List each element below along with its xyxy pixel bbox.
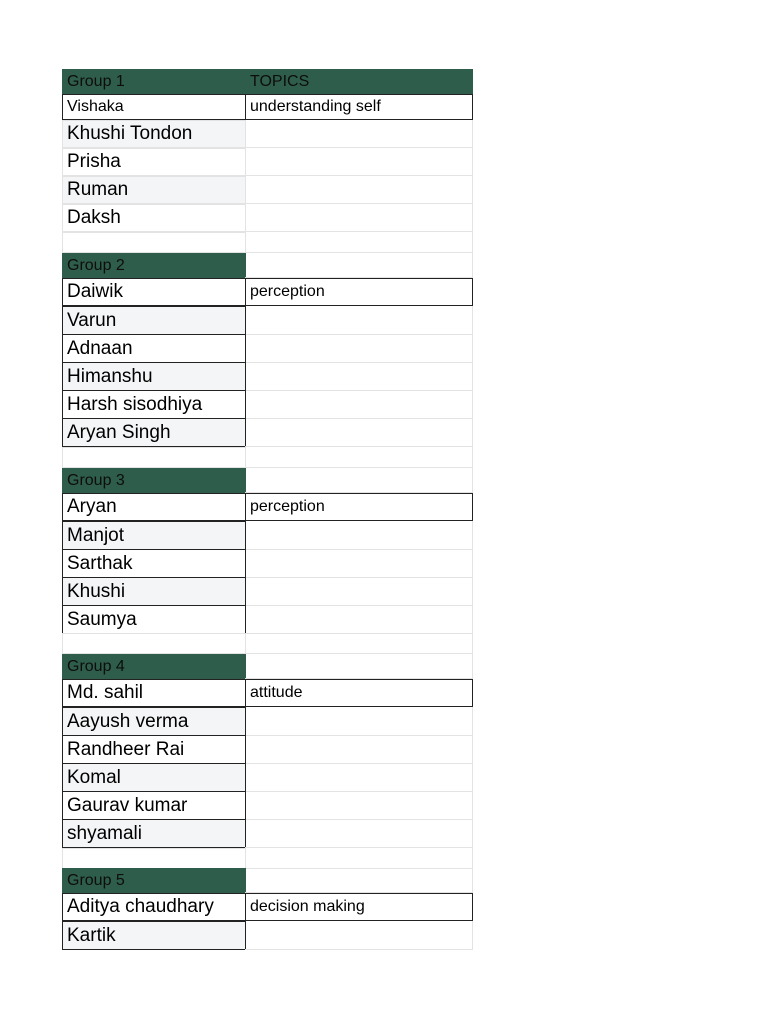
topic-cell[interactable] <box>245 819 473 848</box>
spacer-row <box>62 447 473 468</box>
member-name: Daiwik <box>67 281 123 302</box>
table-row <box>62 549 473 578</box>
member-cell[interactable] <box>62 362 246 391</box>
member-cell[interactable] <box>62 278 246 306</box>
member-name: shyamali <box>67 822 142 844</box>
member-name: Saumya <box>67 608 137 630</box>
topic-cell[interactable] <box>245 735 473 764</box>
member-cell[interactable] <box>62 148 246 176</box>
member-cell[interactable] <box>62 791 246 820</box>
member-cell[interactable] <box>62 735 246 764</box>
member-cell[interactable] <box>62 94 246 120</box>
member-name: Varun <box>67 309 117 331</box>
group-header-row <box>62 69 473 95</box>
topic-cell[interactable] <box>245 418 473 447</box>
member-name: Komal <box>67 766 121 788</box>
group-label-cell[interactable] <box>62 69 246 95</box>
table-row <box>62 94 473 120</box>
topic-text: perception <box>250 283 325 300</box>
member-cell[interactable] <box>62 521 246 550</box>
member-name: Aryan Singh <box>67 421 171 443</box>
topic-cell[interactable] <box>245 893 473 921</box>
table-row <box>62 278 473 306</box>
group-label-cell[interactable] <box>62 468 246 493</box>
topic-cell[interactable] <box>245 362 473 391</box>
member-cell[interactable] <box>62 577 246 606</box>
group-header-row <box>62 253 473 278</box>
table-row <box>62 418 473 447</box>
topic-cell[interactable] <box>245 493 473 521</box>
topic-cell[interactable] <box>245 921 473 950</box>
group-label: Group 4 <box>67 657 125 675</box>
topic-cell[interactable] <box>245 94 473 120</box>
topic-cell[interactable] <box>245 148 473 176</box>
table-row <box>62 120 473 148</box>
group-label: Group 1 <box>67 73 125 90</box>
group-label: Group 3 <box>67 471 125 489</box>
spacer-row <box>62 232 473 253</box>
group-label: Group 5 <box>67 871 125 889</box>
table-row <box>62 819 473 848</box>
member-cell[interactable] <box>62 176 246 204</box>
topic-cell[interactable] <box>245 763 473 792</box>
empty-cell[interactable] <box>245 468 473 493</box>
topic-cell[interactable] <box>245 791 473 820</box>
table-row <box>62 679 473 707</box>
table-row <box>62 204 473 232</box>
member-name: Aditya chaudhary <box>67 896 214 917</box>
topic-text: perception <box>250 498 325 515</box>
member-name: Khushi <box>67 580 126 602</box>
topic-text: understanding self <box>250 98 381 115</box>
table-row <box>62 148 473 176</box>
topic-cell[interactable] <box>245 176 473 204</box>
table-row <box>62 362 473 391</box>
member-cell[interactable] <box>62 763 246 792</box>
table-row <box>62 791 473 820</box>
member-name: Himanshu <box>67 365 153 387</box>
member-name: Khushi Tondon <box>67 123 193 144</box>
topic-cell[interactable] <box>245 707 473 736</box>
member-name: Vishaka <box>67 98 124 115</box>
member-name: Ruman <box>67 179 129 200</box>
table-row <box>62 735 473 764</box>
topic-text: attitude <box>250 684 303 701</box>
member-name: Prisha <box>67 151 121 172</box>
topic-cell[interactable] <box>245 120 473 148</box>
member-name: Manjot <box>67 524 125 546</box>
member-cell[interactable] <box>62 120 246 148</box>
member-cell[interactable] <box>62 493 246 521</box>
group-label-cell[interactable] <box>62 654 246 679</box>
group-label-cell[interactable] <box>62 253 246 278</box>
member-name: Harsh sisodhiya <box>67 393 203 415</box>
table-row <box>62 334 473 363</box>
topic-cell[interactable] <box>245 521 473 550</box>
empty-cell[interactable] <box>245 848 473 869</box>
table-row <box>62 893 473 921</box>
table-row <box>62 763 473 792</box>
member-cell[interactable] <box>62 204 246 232</box>
member-cell[interactable] <box>62 306 246 335</box>
topic-cell[interactable] <box>245 577 473 606</box>
table-row <box>62 577 473 606</box>
table-row <box>62 306 473 335</box>
member-cell[interactable] <box>62 334 246 363</box>
topic-cell[interactable] <box>245 549 473 578</box>
topic-cell[interactable] <box>245 204 473 232</box>
member-cell[interactable] <box>62 549 246 578</box>
topics-header-cell[interactable] <box>245 69 473 95</box>
empty-cell[interactable] <box>245 232 473 253</box>
empty-cell[interactable] <box>62 232 246 253</box>
table-row <box>62 176 473 204</box>
member-name: Kartik <box>67 924 116 946</box>
member-cell[interactable] <box>62 418 246 447</box>
empty-cell[interactable] <box>62 848 246 869</box>
member-cell[interactable] <box>62 819 246 848</box>
member-cell[interactable] <box>62 390 246 419</box>
member-name: Adnaan <box>67 337 133 359</box>
topics-header: TOPICS <box>250 73 310 90</box>
table-row <box>62 605 473 634</box>
spacer-row <box>62 633 473 654</box>
topic-cell[interactable] <box>245 334 473 363</box>
empty-cell[interactable] <box>62 633 246 654</box>
table-row <box>62 390 473 419</box>
table-row <box>62 707 473 736</box>
member-cell[interactable] <box>62 679 246 707</box>
topic-cell[interactable] <box>245 605 473 634</box>
topic-cell[interactable] <box>245 278 473 306</box>
spacer-row <box>62 848 473 869</box>
empty-cell[interactable] <box>245 868 473 893</box>
empty-cell[interactable] <box>245 253 473 278</box>
member-name: Aayush verma <box>67 710 189 732</box>
member-name: Md. sahil <box>67 682 144 703</box>
member-cell[interactable] <box>62 893 246 921</box>
empty-cell[interactable] <box>62 447 246 468</box>
empty-cell[interactable] <box>245 447 473 468</box>
group-label: Group 2 <box>67 256 125 274</box>
topic-cell[interactable] <box>245 390 473 419</box>
member-name: Gaurav kumar <box>67 794 188 816</box>
member-name: Sarthak <box>67 552 133 574</box>
group-header-row <box>62 654 473 679</box>
table-row <box>62 521 473 550</box>
group-header-row <box>62 868 473 893</box>
table-row <box>62 493 473 521</box>
group-header-row <box>62 468 473 493</box>
member-name: Daksh <box>67 207 121 228</box>
empty-cell[interactable] <box>245 633 473 654</box>
member-cell[interactable] <box>62 707 246 736</box>
table-row <box>62 921 473 950</box>
topic-cell[interactable] <box>245 679 473 707</box>
member-name: Randheer Rai <box>67 738 185 760</box>
member-cell[interactable] <box>62 605 246 634</box>
topic-text: decision making <box>250 898 365 915</box>
member-cell[interactable] <box>62 921 246 950</box>
member-name: Aryan <box>67 496 117 517</box>
topic-cell[interactable] <box>245 306 473 335</box>
group-label-cell[interactable] <box>62 868 246 893</box>
empty-cell[interactable] <box>245 654 473 679</box>
